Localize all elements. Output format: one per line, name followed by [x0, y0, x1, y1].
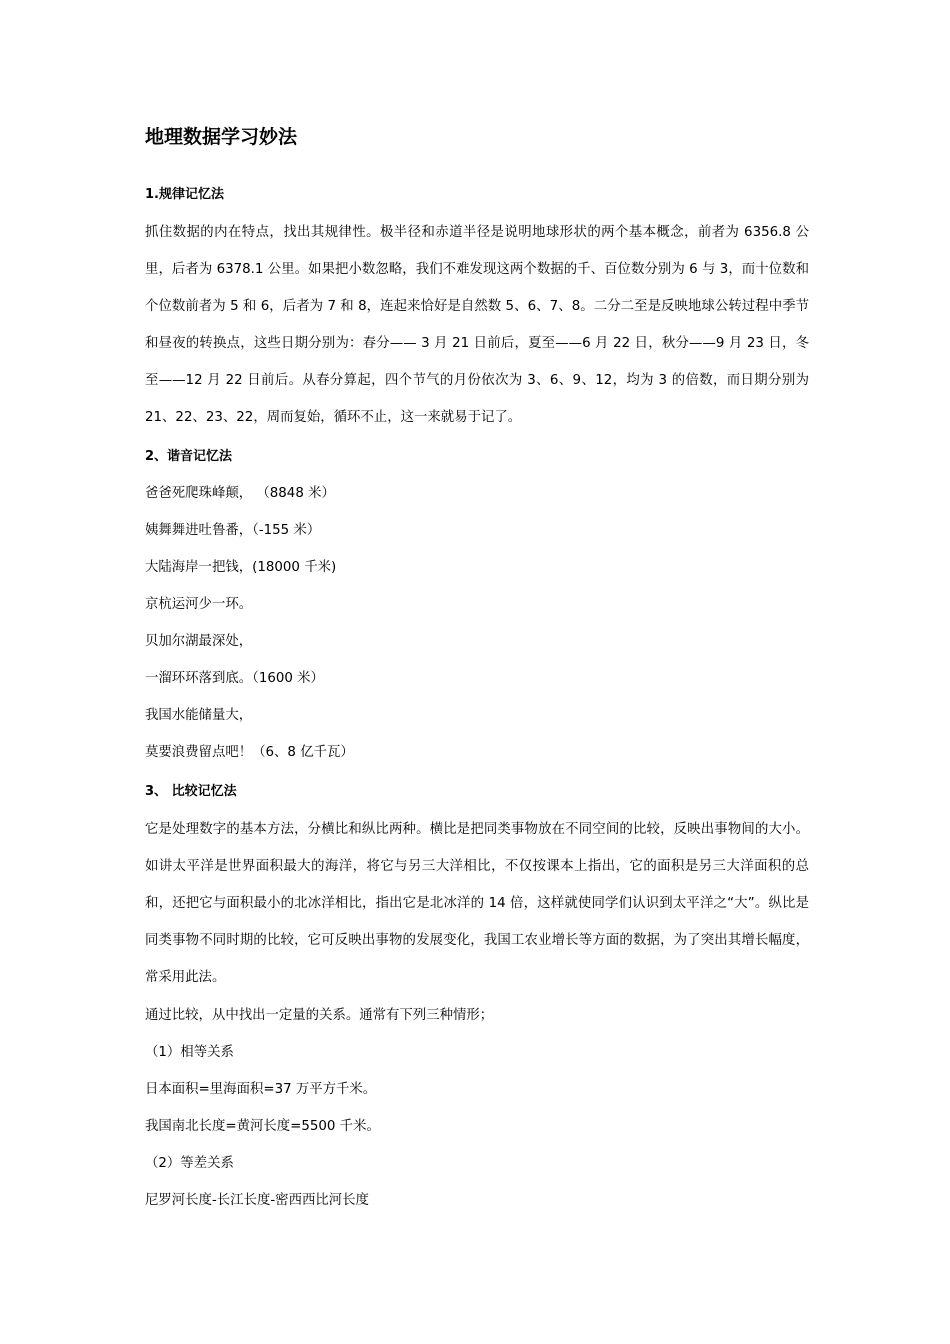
text-line: 我国南北长度=黄河长度=5500 千米。	[145, 1119, 380, 1134]
rhyme-line: 莫要浪费留点吧！（6、8 亿千瓦）	[145, 745, 354, 760]
text-line: （2）等差关系	[145, 1156, 234, 1171]
section-paragraph-1: 抓住数据的内在特点，找出其规律性。极半径和赤道半径是说明地球形状的两个基本概念，前者为 6356.8 公里，后者为 6378.1 公里。如果把小数忽略，我们不难发现这两个数据的千、百位数分别为 6 与 3，而十位数和个位数前者为 5 和 6，后者为 7 和 8，连起来恰好是自然数 5、6、7、8。二分二至是反映地球公转过程中季节和昼夜的转换点，这些日期分别为：春分—— 3 月 21 日前后，夏至——6 月 22 日，秋分——9 月 23 日，冬至——12 月 22 日前后。从春分算起，四个节气的月份依次为 3、6、9、12，均为 3 的倍数，而日期分别为 21、22、23、22，周而复始，循环不止，这一来就易于记了。	[145, 225, 809, 425]
rhyme-line: 我国水能储量大，	[145, 708, 253, 723]
rhyme-line: 京杭运河少一环。	[145, 597, 253, 612]
rhyme-line: 一溜环环落到底。（1600 米）	[145, 671, 324, 686]
rhyme-line: 姨舞舞进吐鲁番，（-155 米）	[145, 523, 321, 538]
section-heading-3: 3、 比较记忆法	[145, 784, 237, 799]
section-heading-1: 1.规律记忆法	[145, 187, 224, 202]
text-line: （1）相等关系	[145, 1045, 234, 1060]
section-heading-2: 2、谐音记忆法	[145, 449, 233, 464]
section-paragraph-3: 它是处理数字的基本方法，分横比和纵比两种。横比是把同类事物放在不同空间的比较，反映出事物间的大小。如讲太平洋是世界面积最大的海洋，将它与另三大洋相比，不仅按课本上指出，它的面积是另三大洋面积的总和，还把它与面积最小的北冰洋相比，指出它是北冰洋的 14 倍，这样就使同学们认识到太平洋之“大”。纵比是同类事物不同时期的比较，它可反映出事物的发展变化，我国工农业增长等方面的数据，为了突出其增长幅度，常采用此法。	[145, 822, 809, 985]
rhyme-line: 大陆海岸一把钱，(18000 千米)	[145, 560, 337, 575]
document-title: 地理数据学习妙法	[145, 126, 298, 148]
text-line: 通过比较，从中找出一定量的关系。通常有下列三种情形；	[145, 1008, 494, 1023]
rhyme-line: 爸爸死爬珠峰颠， （8848 米）	[145, 486, 335, 501]
text-line: 日本面积=里海面积=37 万平方千米。	[145, 1082, 377, 1097]
text-line: 尼罗河长度-长江长度-密西西比河长度	[145, 1193, 369, 1208]
rhyme-line: 贝加尔湖最深处，	[145, 634, 253, 649]
